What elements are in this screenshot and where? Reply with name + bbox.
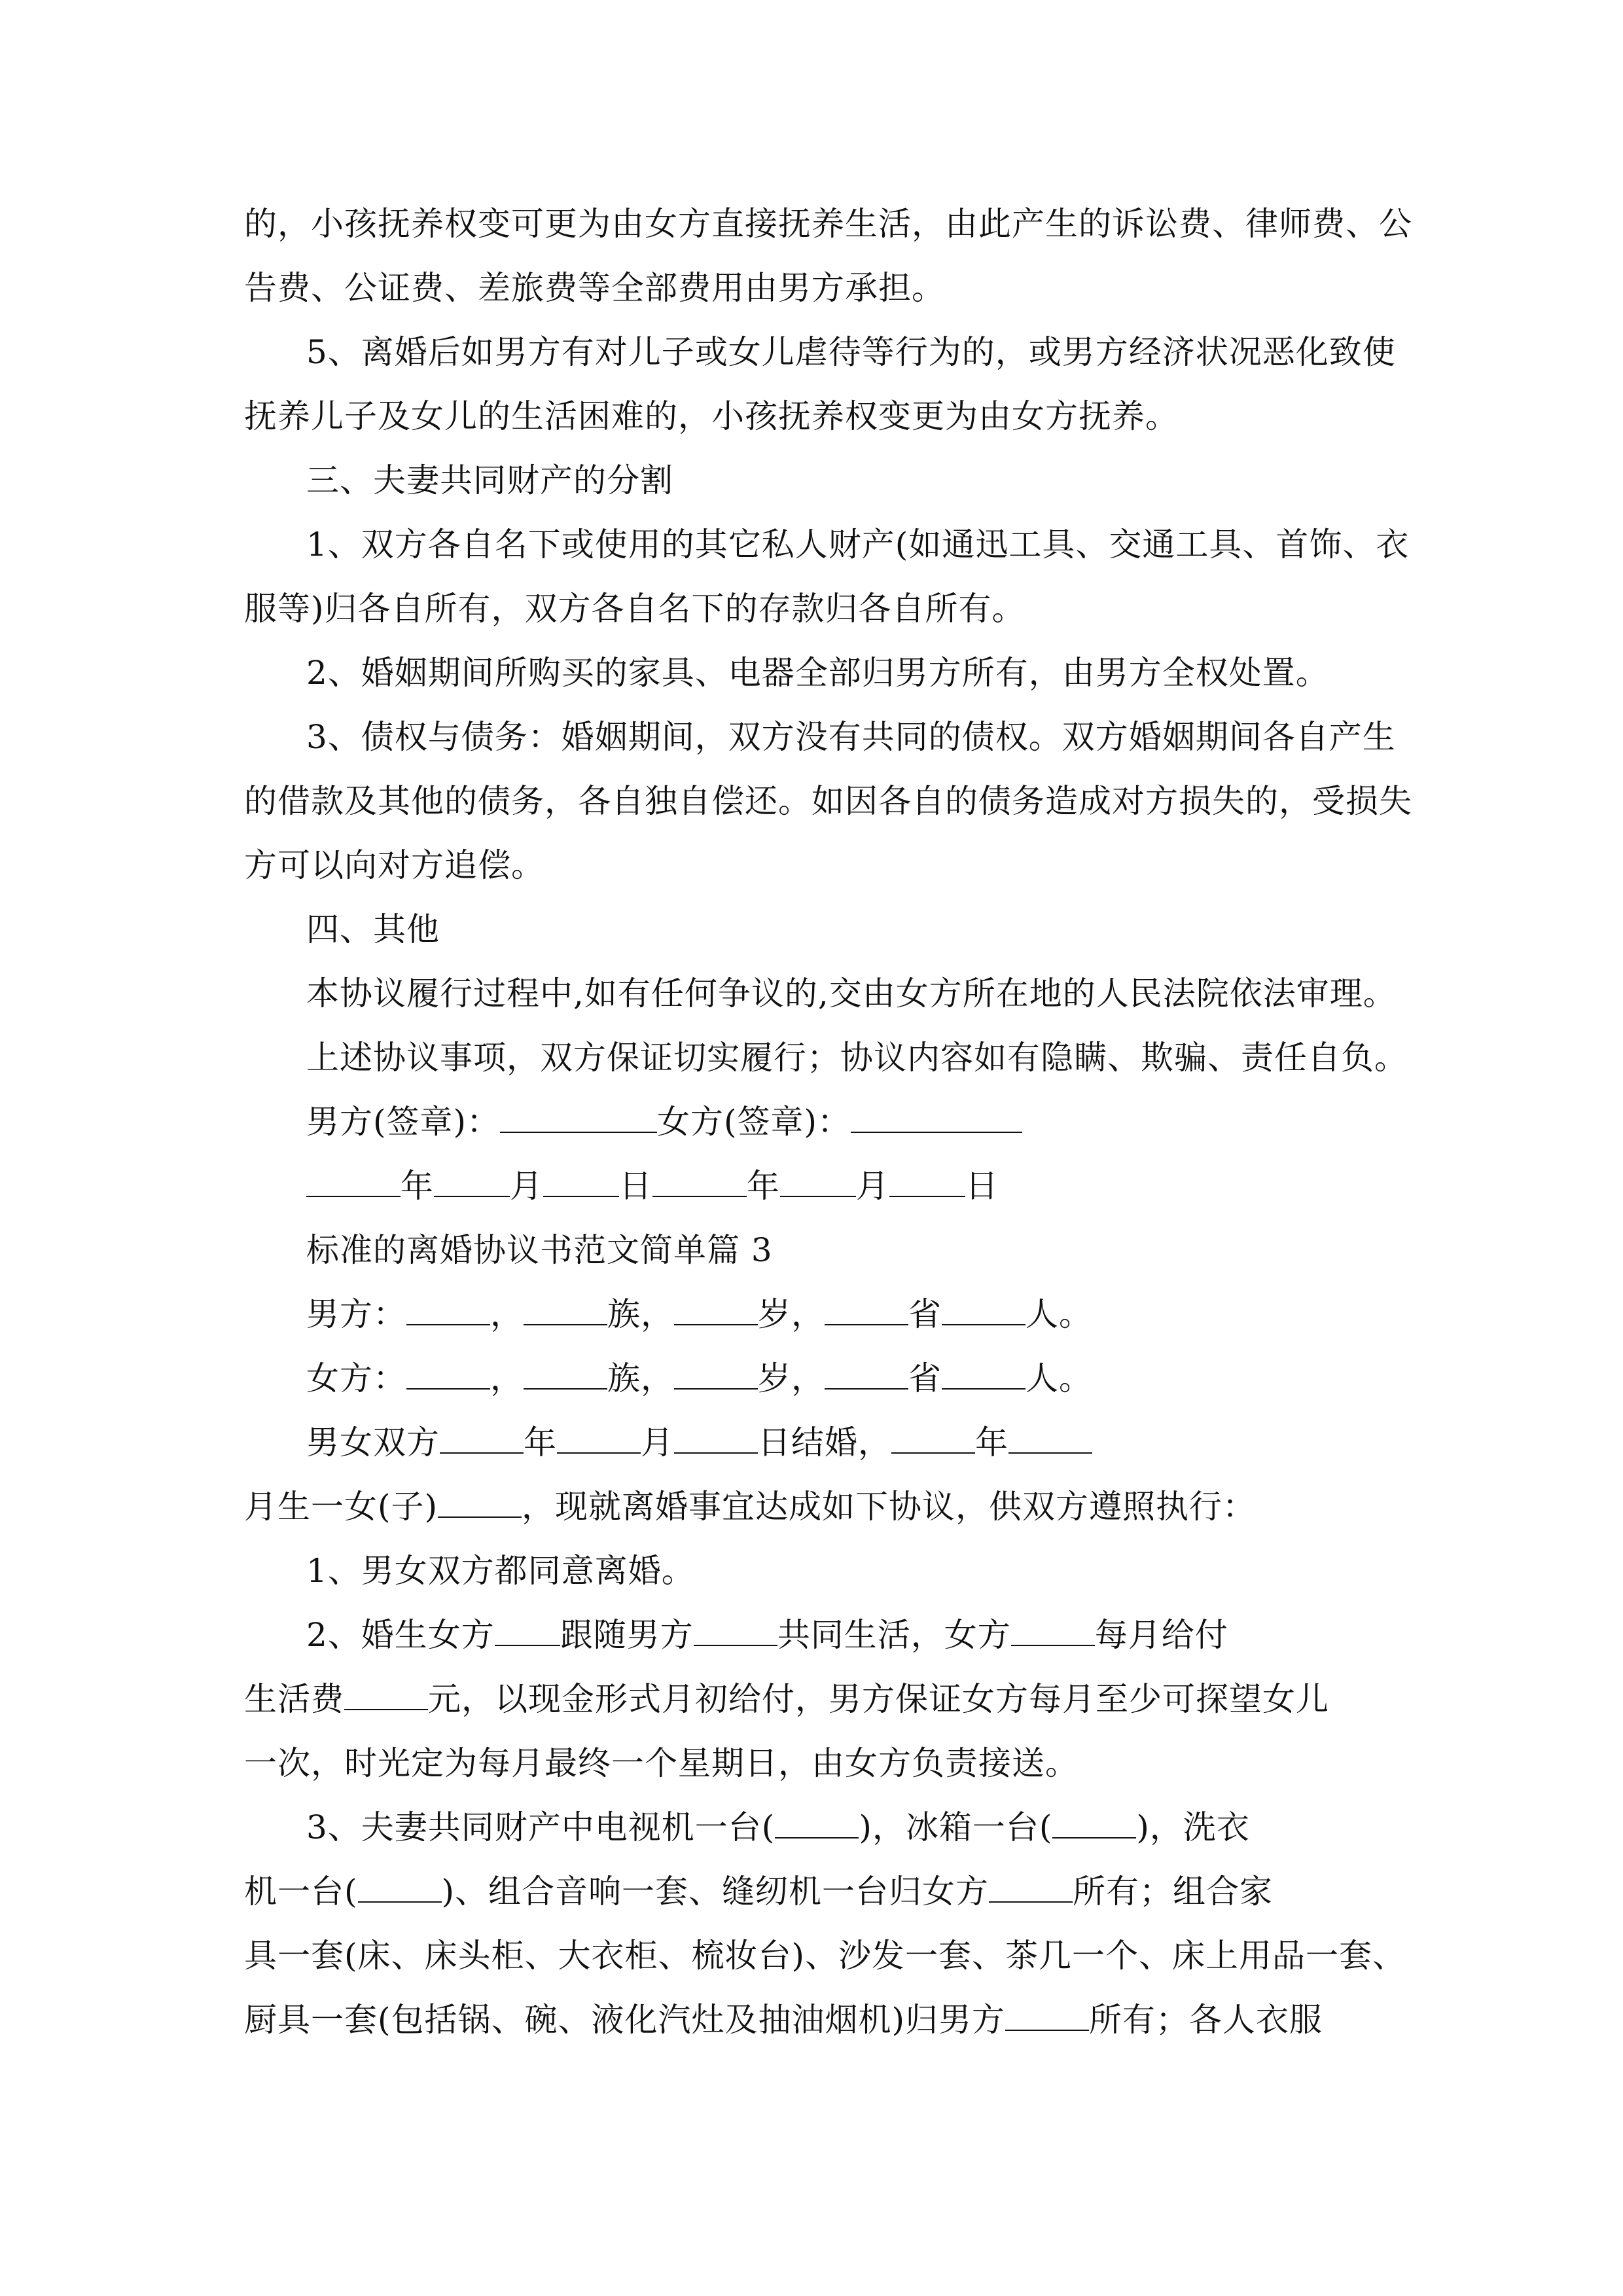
paragraph-line: 本协议履行过程中,如有任何争议的,交由女方所在地的人民法院依法审理。 (306, 975, 1397, 1013)
female-name-blank[interactable] (1011, 1616, 1095, 1646)
clause-3-line-3: 具一套(床、床头柜、大衣柜、梳妆台)、沙发一套、茶几一个、床上用品一套、 (244, 1937, 1406, 1975)
female-city-blank[interactable] (942, 1359, 1026, 1390)
daughter-name-blank[interactable] (495, 1616, 560, 1646)
paragraph-line: 3、债权与债务：婚姻期间，双方没有共同的债权。双方婚姻期间各自产生 (306, 718, 1396, 756)
child-name-blank[interactable] (438, 1488, 522, 1518)
province-label: 省 (908, 1295, 942, 1333)
male-label: 男方： (306, 1295, 406, 1333)
clause-3-text: )，洗衣 (1136, 1808, 1250, 1846)
month-label: 月 (510, 1167, 543, 1205)
year-label: 年 (524, 1424, 557, 1462)
marriage-day-blank[interactable] (674, 1424, 758, 1454)
paragraph-line: 抚养儿子及女儿的生活困难的，小孩抚养权变更为由女方抚养。 (244, 397, 1179, 435)
month-label: 月 (641, 1424, 674, 1462)
male-year-blank[interactable] (306, 1167, 401, 1197)
person-label: 人。 (1026, 1359, 1092, 1397)
birth-suffix: ，现就离婚事宜达成如下协议，供双方遵照执行： (522, 1488, 1257, 1526)
signature-line (306, 1102, 1471, 1141)
clause-2-text: 每月给付 (1094, 1616, 1228, 1654)
clause-3-text: )，冰箱一台( (859, 1808, 1053, 1846)
clause-2-text: 跟随男方 (560, 1616, 694, 1654)
clause-2-line-2 (244, 1679, 1409, 1719)
clause-2-text: 共同生活，女方 (777, 1616, 1011, 1654)
clause-3-text: 所有；组合家 (1073, 1873, 1274, 1910)
female-year-blank[interactable] (652, 1167, 747, 1197)
male-signature-blank[interactable] (500, 1103, 657, 1133)
paragraph-line: 2、婚姻期间所购买的家具、电器全部归男方所有，由男方全权处置。 (306, 654, 1329, 692)
comma: ， (490, 1359, 524, 1397)
female-province-blank[interactable] (825, 1359, 908, 1390)
female-day-blank[interactable] (889, 1167, 965, 1197)
female-owner-blank[interactable] (989, 1873, 1073, 1903)
paragraph-line: 告费、公证费、差旅费等全部费用由男方承担。 (244, 269, 945, 307)
birth-year-blank[interactable] (891, 1424, 975, 1454)
province-label: 省 (908, 1359, 942, 1397)
washer-blank[interactable] (358, 1873, 442, 1903)
clause-3-text: 所有；各人衣服 (1089, 2001, 1323, 2039)
male-name-blank[interactable] (406, 1295, 490, 1325)
year-label: 年 (975, 1424, 1008, 1462)
female-age-blank[interactable] (674, 1359, 758, 1390)
clause-2-line-1 (306, 1615, 1471, 1655)
paragraph-line: 方可以向对方追偿。 (244, 846, 544, 884)
tv-blank[interactable] (775, 1808, 859, 1839)
marriage-line (306, 1423, 1471, 1462)
clause-2-line-3: 一次，时光定为每月最终一个星期日，由女方负责接送。 (244, 1744, 1079, 1782)
clause-2-text: 2、婚生女方 (306, 1616, 495, 1654)
male-day-blank[interactable] (543, 1167, 619, 1197)
ethnic-label: 族， (607, 1295, 674, 1333)
clause-3-text: )、组合音响一套、缝纫机一台归女方 (441, 1873, 990, 1910)
month-label: 月 (856, 1167, 889, 1205)
year-label: 年 (747, 1167, 780, 1205)
marriage-prefix: 男女双方 (306, 1424, 440, 1462)
age-label: 岁， (758, 1295, 825, 1333)
female-signature-label: 女方(签章)： (657, 1103, 851, 1141)
clause-3-line-4 (244, 2000, 1409, 2039)
fridge-blank[interactable] (1052, 1808, 1136, 1839)
female-ethnic-blank[interactable] (524, 1359, 607, 1390)
ethnic-label: 族， (607, 1359, 674, 1397)
date-line (306, 1166, 1471, 1206)
living-expense-blank[interactable] (344, 1680, 428, 1710)
clause-3-line-2 (244, 1872, 1409, 1911)
section-heading: 三、夫妻共同财产的分割 (306, 461, 673, 499)
section-heading: 四、其他 (306, 910, 440, 948)
male-owner-blank[interactable] (1005, 2001, 1089, 2031)
female-month-blank[interactable] (780, 1167, 856, 1197)
male-city-blank[interactable] (942, 1295, 1026, 1325)
birth-prefix: 月生一女(子) (244, 1488, 438, 1526)
birth-line (244, 1487, 1409, 1526)
year-label: 年 (401, 1167, 434, 1205)
paragraph-line: 的，小孩抚养权变可更为由女方直接抚养生活，由此产生的诉讼费、律师费、公 (244, 205, 1412, 243)
paragraph-line: 的借款及其他的债务，各自独自偿还。如因各自的债务造成对方损失的，受损失 (244, 782, 1412, 820)
clause-3-text: 机一台( (244, 1873, 358, 1910)
comma: ， (490, 1295, 524, 1333)
clause-3-text: 3、夫妻共同财产中电视机一台( (306, 1808, 776, 1846)
male-info-line (306, 1295, 1471, 1334)
female-info-line (306, 1359, 1471, 1398)
clause-3-line-1 (306, 1808, 1471, 1847)
female-label: 女方： (306, 1359, 406, 1397)
clause-3-text: 厨具一套(包括锅、碗、液化汽灶及抽油烟机)归男方 (244, 2001, 1006, 2039)
paragraph-line: 上述协议事项，双方保证切实履行；协议内容如有隐瞒、欺骗、责任自负。 (306, 1039, 1408, 1077)
marriage-year-blank[interactable] (440, 1424, 524, 1454)
male-ethnic-blank[interactable] (524, 1295, 607, 1325)
day-label: 日 (965, 1167, 999, 1205)
clause-2-text: 生活费 (244, 1680, 344, 1718)
female-name-blank[interactable] (406, 1359, 490, 1390)
male-name-blank[interactable] (694, 1616, 777, 1646)
female-signature-blank[interactable] (851, 1103, 1022, 1133)
person-label: 人。 (1026, 1295, 1092, 1333)
paragraph-line: 5、离婚后如男方有对儿子或女儿虐待等行为的，或男方经济状况恶化致使 (306, 333, 1396, 371)
male-signature-label: 男方(签章)： (306, 1103, 501, 1141)
marriage-month-blank[interactable] (557, 1424, 641, 1454)
male-age-blank[interactable] (674, 1295, 758, 1325)
age-label: 岁， (758, 1359, 825, 1397)
paragraph-line: 1、双方各自名下或使用的其它私人财产(如通迅工具、交通工具、首饰、衣 (306, 526, 1410, 564)
day-married-label: 日结婚， (758, 1424, 891, 1462)
male-province-blank[interactable] (825, 1295, 908, 1325)
paragraph-line: 服等)归各自所有，双方各自名下的存款归各自所有。 (244, 590, 1026, 628)
day-label: 日 (619, 1167, 652, 1205)
section-title: 标准的离婚协议书范文简单篇 3 (306, 1231, 773, 1269)
male-month-blank[interactable] (434, 1167, 510, 1197)
birth-month-blank[interactable] (1008, 1424, 1092, 1454)
clause-1: 1、男女双方都同意离婚。 (306, 1552, 695, 1590)
clause-2-text: 元，以现金形式月初给付，男方保证女方每月至少可探望女儿 (428, 1680, 1329, 1718)
